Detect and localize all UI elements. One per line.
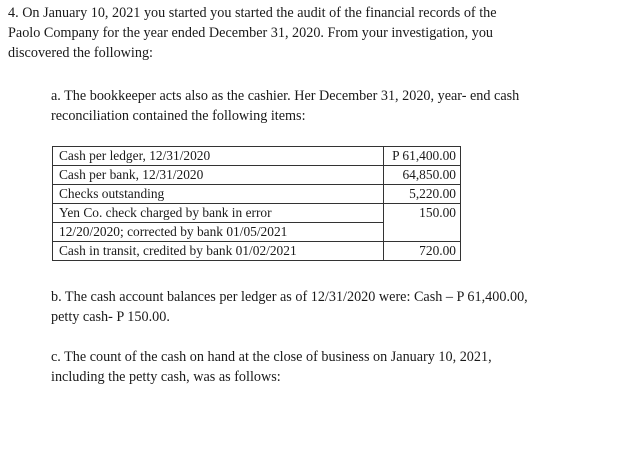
row-amount: 720.00 (384, 242, 461, 261)
row-amount: 5,220.00 (384, 185, 461, 204)
item-a-line: reconciliation contained the following items: (51, 108, 306, 124)
table-row (53, 204, 461, 223)
table-row (53, 185, 461, 204)
item-a (51, 86, 519, 126)
row-description: 12/20/2020; corrected by bank 01/05/2021 (53, 223, 384, 242)
item-a-line: a. The bookkeeper acts also as the cashier. Her December 31, 2020, year- end cash (51, 88, 520, 104)
cash-reconciliation-table (52, 146, 461, 261)
row-description: Cash per bank, 12/31/2020 (53, 166, 384, 185)
table-row (53, 166, 461, 185)
item-b-line: b. The cash account balances per ledger as of 12/31/2020 were: Cash – P 61,400.00, (51, 289, 528, 305)
item-c-line: including the petty cash, was as follows: (51, 369, 281, 385)
row-description: Checks outstanding (53, 185, 384, 204)
item-c (51, 347, 492, 387)
question-intro (8, 3, 497, 63)
table-row (53, 147, 461, 166)
item-c-line: c. The count of the cash on hand at the close of business on January 10, 2021, (51, 349, 492, 365)
item-b (51, 287, 528, 327)
intro-line: discovered the following: (8, 45, 153, 61)
row-description: Cash per ledger, 12/31/2020 (53, 147, 384, 166)
row-amount: 64,850.00 (384, 166, 461, 185)
row-amount: P 61,400.00 (384, 147, 461, 166)
row-amount: 150.00 (384, 204, 461, 242)
table-row (53, 242, 461, 261)
intro-line: 4. On January 10, 2021 you started you started the audit of the financial records of the (8, 5, 497, 21)
row-description: Cash in transit, credited by bank 01/02/2021 (53, 242, 384, 261)
intro-line: Paolo Company for the year ended December 31, 2020. From your investigation, you (8, 25, 494, 41)
row-description: Yen Co. check charged by bank in error (53, 204, 384, 223)
item-b-line: petty cash- P 150.00. (51, 309, 170, 325)
